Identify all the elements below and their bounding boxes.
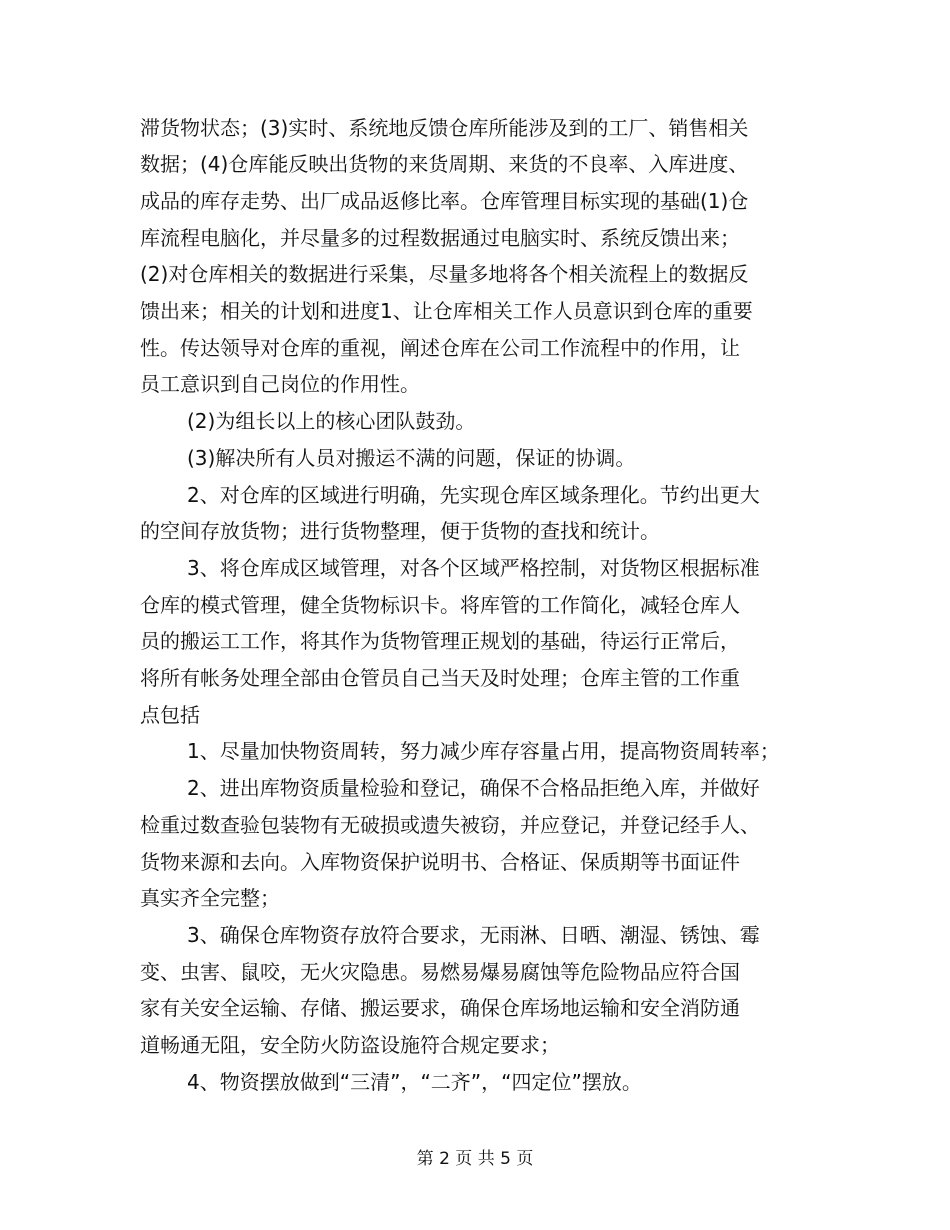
text-line: 4、物资摆放做到“三清”，“二齐”，“四定位”摆放。 (187, 1070, 642, 1094)
text-line: (2)对仓库相关的数据进行采集，尽量多地将各个相关流程上的数据反 (140, 262, 749, 286)
text-line: (3)解决所有人员对搬运不满的问题，保证的协调。 (187, 446, 636, 470)
text-line: 性。传达领导对仓库的重视，阐述仓库在公司工作流程中的作用，让 (140, 336, 740, 360)
text-line: 2、对仓库的区域进行明确，先实现仓库区域条理化。节约出更大 (187, 483, 760, 507)
text-line: 货物来源和去向。入库物资保护说明书、合格证、保质期等书面证件 (140, 850, 740, 874)
text-line: 库流程电脑化，并尽量多的过程数据通过电脑实时、系统反馈出来； (140, 226, 740, 250)
text-line: 成品的库存走势、出厂成品返修比率。仓库管理目标实现的基础(1)仓 (140, 189, 749, 213)
text-line: 2、进出库物资质量检验和登记，确保不合格品拒绝入库，并做好 (187, 776, 760, 800)
text-line: 真实齐全完整； (140, 886, 280, 910)
text-line: 员的搬运工工作，将其作为货物管理正规划的基础，待运行正常后， (140, 629, 740, 653)
text-line: 仓库的模式管理，健全货物标识卡。将库管的工作简化，减轻仓库人 (140, 593, 740, 617)
text-line: 馈出来；相关的计划和进度1、让仓库相关工作人员意识到仓库的重要 (140, 299, 753, 323)
text-line: 道畅通无阻，安全防火防盗设施符合规定要求； (140, 1033, 560, 1057)
text-line: 将所有帐务处理全部由仓管员自己当天及时处理；仓库主管的工作重 (140, 666, 740, 690)
text-line: 3、确保仓库物资存放符合要求，无雨淋、日晒、潮湿、锈蚀、霉 (187, 923, 760, 947)
text-line: 员工意识到自己岗位的作用性。 (140, 372, 420, 396)
text-line: 的空间存放货物；进行货物整理，便于货物的查找和统计。 (140, 519, 660, 543)
text-line: 滞货物状态；(3)实时、系统地反馈仓库所能涉及到的工厂、销售相关 (140, 116, 749, 140)
text-line: 3、将仓库成区域管理，对各个区域严格控制，对货物区根据标准 (187, 556, 760, 580)
text-line: 家有关安全运输、存储、搬运要求，确保仓库场地运输和安全消防通 (140, 996, 740, 1020)
page-number-footer: 第 2 页 共 5 页 (416, 1149, 534, 1169)
text-line: 数据；(4)仓库能反映出货物的来货周期、来货的不良率、入库进度、 (140, 152, 749, 176)
text-line: 点包括 (140, 703, 200, 727)
text-line: (2)为组长以上的核心团队鼓劲。 (187, 409, 476, 433)
text-line: 1、尽量加快物资周转，努力减少库存容量占用，提高物资周转率； (187, 739, 780, 763)
text-line: 检重过数查验包装物有无破损或遗失被窃，并应登记，并登记经手人、 (140, 813, 760, 837)
text-line: 变、虫害、鼠咬，无火灾隐患。易燃易爆易腐蚀等危险物品应符合国 (140, 960, 740, 984)
